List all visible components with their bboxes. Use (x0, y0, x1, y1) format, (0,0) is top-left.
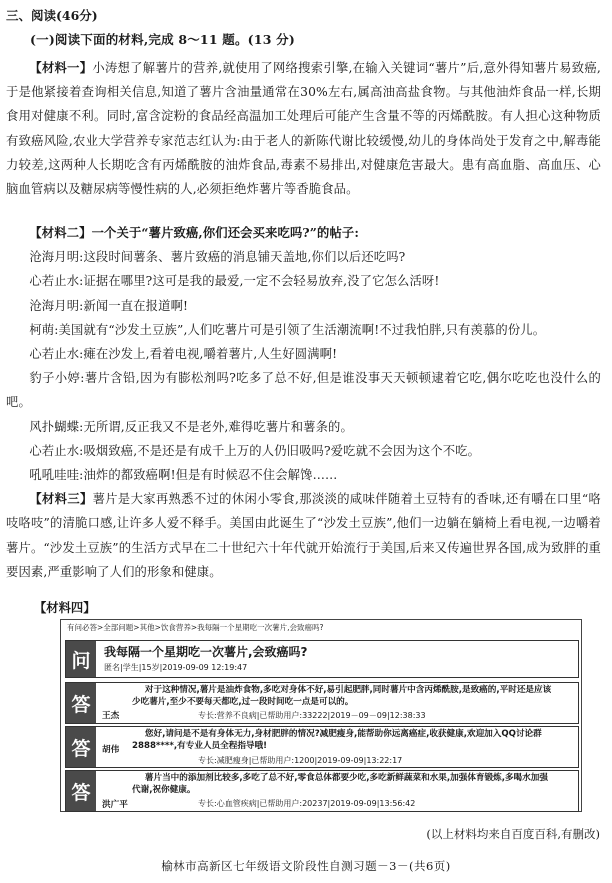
material-one-text: 小涛想了解薯片的营养,就使用了网络搜索引擎,在输入关键词“薯片”后,意外得知薯片易致癌,于是他紧接着查询相关信息,知道了薯片含油量通常在30%左右,属高油高盐食物。与其他油炸食品一样,长期食用对健康不利。同时,富含淀粉的食品经高温加工处理后可能产生含量不等的丙烯酰胺。有人担心这种物质有致癌风险,农业大学营养专家范志红认为:由于老人的新陈代谢比较缓慢,幼儿的身体尚处于发育之中,解毒能力较差,这两种人长期吃含有丙烯酰胺的油炸食品,毒素不易排出,对健康危害最大。患有高血脂、高血压、心脑血管病以及糖尿病等慢性病的人,必须拒绝炸薯片等香脆食品。 (6, 61, 601, 197)
post-item: 豹子小婷:薯片含铅,因为有膨松剂吗?吃多了总不好,但是谁没事天天顿顿逮着它吃,偶尔吃吃也没什么的吧。 (6, 371, 601, 410)
answer-row (65, 682, 579, 724)
answer-badge: 答 (66, 683, 96, 723)
page-footer: 榆林市高新区七年级语文阶段性自测习题－3－(共6页) (161, 859, 451, 873)
question-meta: 匿名|学生|15岁|2019-09-09 12:19:47 (104, 663, 248, 672)
answer-row (65, 770, 579, 812)
post-item: 吼吼哇哇:油炸的都致癌啊!但是有时候忍不住会解馋…… (29, 468, 338, 483)
material-one (6, 56, 601, 201)
answer-badge: 答 (66, 727, 96, 767)
answer-author: 王杰 (102, 711, 120, 721)
material-two-intro: 一个关于“薯片致癌,你们还会买来吃吗?”的帖子: (91, 225, 360, 240)
post-item: 心若止水:瘫在沙发上,看着电视,嚼着薯片,人生好圆满啊! (29, 347, 338, 362)
question-row (65, 640, 579, 678)
material-four-label: 【材料四】 (34, 600, 96, 615)
question-title: 我每隔一个星期吃一次薯片,会致癌吗? (104, 645, 308, 659)
material-three-label: 【材料三】 (29, 491, 93, 507)
material-three-text: 薯片是大家再熟悉不过的休闲小零食,那淡淡的咸味伴随着土豆特有的香味,还有嚼在口里“咯吱咯吱”的清脆口感,让许多人爱不释手。美国由此诞生了“沙发土豆族”,他们一边躺在躺椅上看电视,一边嚼着薯片。“沙发土豆族”的生活方式早在二十世纪六十年代就开始流行于美国,后来又传遍世界各国,成为致胖的重要因素,严重影响了人们的形象和健康。 (6, 492, 601, 579)
post-item: 心若止水:吸烟致癌,不是还是有成千上万的人仍旧吸吗?爱吃就不会因为这个不吃。 (29, 443, 481, 458)
section-title: 三、阅读(46分) (6, 8, 98, 23)
post-item: 沧海月明:新闻一直在报道啊! (29, 298, 189, 313)
material-two (6, 221, 601, 584)
answer-text: 您好,请问是不是有身体无力,身材肥胖的情况?减肥瘦身,能帮助你远离癌症,收获健康,欢迎加入QQ讨论群2888****,有专业人员全程指导哦! (132, 729, 542, 751)
material-one-label: 【材料一】 (29, 60, 93, 75)
post-item: 心若止水:证据在哪里?这可是我的最爱,一定不会轻易放弃,没了它怎么活呀! (29, 274, 440, 289)
answer-badge: 答 (66, 771, 96, 811)
answer-meta: 专长:减肥瘦身|已帮助用户:1200|2019-09-09|13:22:17 (198, 756, 403, 765)
forum-screenshot (60, 619, 582, 812)
answer-text: 薯片当中的添加剂比较多,多吃了总不好,零食总体都要少吃,多吃新鲜蔬菜和水果,加强体育锻炼,多喝水加强代谢,祝你健康。 (132, 773, 548, 795)
question-badge: 问 (66, 641, 96, 677)
answer-author: 洪广平 (102, 800, 128, 810)
answer-row (65, 726, 579, 768)
post-item: 沧海月明:这段时间薯条、薯片致癌的消息铺天盖地,你们以后还吃吗? (29, 250, 406, 265)
answer-meta: 专长:营养不良病|已帮助用户:33222|2019－09－09|12:38:33 (198, 711, 426, 720)
answer-author: 胡伟 (102, 745, 120, 755)
answer-meta: 专长:心血管疾病|已帮助用户:20237|2019-09-09|13:56:42 (198, 799, 416, 808)
breadcrumb: 有问必答>全部问题>其他>饮食营养>我每隔一个星期吃一次薯片,会致癌吗? (67, 623, 324, 632)
post-item: 柯萌:美国就有“沙发土豆族”,人们吃薯片可是引领了生活潮流啊!不过我怕胖,只有羡慕的份儿。 (29, 322, 546, 337)
source-note: (以上材料均来自百度百科,有删改) (426, 827, 600, 841)
post-item: 风扑蝴蝶:无所谓,反正我又不是老外,难得吃薯片和薯条的。 (29, 419, 353, 434)
material-two-label: 【材料二】 (29, 225, 92, 240)
answer-text: 对于这种情况,薯片是油炸食物,多吃对身体不好,易引起肥胖,同时薯片中含丙烯酰胺,是致癌的,平时还是应该少吃薯片,至少不要每天都吃,过一段时间吃一点是可以的。 (132, 685, 552, 707)
reading-subtitle: (一)阅读下面的材料,完成 8～11 题。(13 分) (30, 32, 295, 47)
